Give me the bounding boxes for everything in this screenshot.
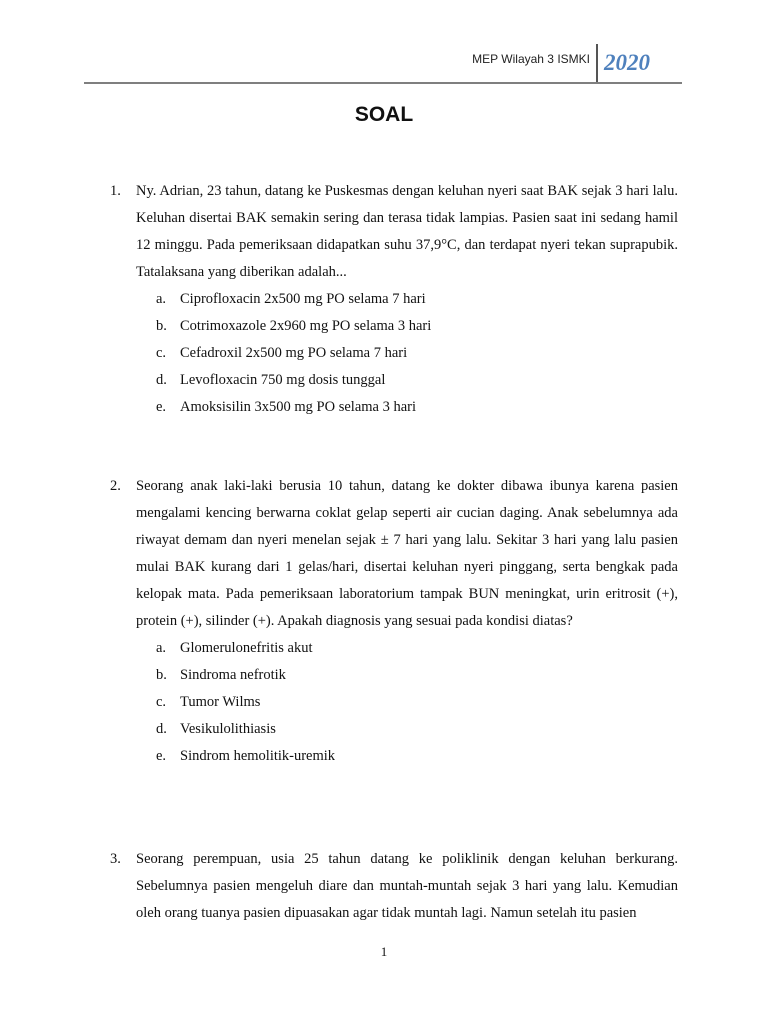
question-text: Seorang anak laki-laki berusia 10 tahun, datang ke dokter dibawa ibunya karena pasien mengalami kencing berwarna coklat gelap seperti air cucian daging. Anak sebelumnya ada riwayat demam dan nyeri menelan sejak ± 7 hari yang lalu. Sekitar 3 hari yang lalu pasien mulai BAK kurang dari 1 gelas/hari, disertai keluhan nyeri pinggang, serta bengkak pada kelopak mata. Pada pemeriksaan laboratorium tampak BUN meningkat, urin eritrosit (+), protein (+), silinder (+). Apakah diagnosis yang sesuai pada kondisi diatas? xyxy=(136,478,678,629)
option-letter: a. xyxy=(156,640,167,656)
option-text: Cotrimoxazole 2x960 mg PO selama 3 hari xyxy=(180,318,432,334)
header-vertical-divider xyxy=(596,44,598,84)
option-d xyxy=(156,716,678,743)
option-text: Amoksisilin 3x500 mg PO selama 3 hari xyxy=(180,399,417,415)
option-c xyxy=(156,340,678,367)
question-number: 3. xyxy=(110,851,121,867)
option-text: Levofloxacin 750 mg dosis tunggal xyxy=(180,372,386,388)
option-letter: a. xyxy=(156,291,167,307)
option-text: Cefadroxil 2x500 mg PO selama 7 hari xyxy=(180,345,408,361)
option-letter: e. xyxy=(156,399,167,415)
option-text: Sindrom hemolitik-uremik xyxy=(180,748,336,764)
header-year: 2020 xyxy=(604,50,650,75)
header-org-text: MEP Wilayah 3 ISMKI xyxy=(472,52,590,66)
question-2 xyxy=(110,473,678,770)
option-e xyxy=(156,743,678,770)
question-text: Ny. Adrian, 23 tahun, datang ke Puskesmas dengan keluhan nyeri saat BAK sejak 3 hari lalu. Keluhan disertai BAK semakin sering dan terasa tidak lampias. Pasien saat ini sedang hamil 12 minggu. Pada pemeriksaan didapatkan suhu 37,9°C, dan terdapat nyeri tekan suprapubik. Tatalaksana yang diberikan adalah... xyxy=(136,183,678,280)
option-e xyxy=(156,394,678,421)
option-letter: e. xyxy=(156,748,167,764)
header-rule xyxy=(84,82,682,84)
option-list xyxy=(156,286,678,421)
option-b xyxy=(156,313,678,340)
option-text: Glomerulonefritis akut xyxy=(180,640,313,656)
page-title: SOAL xyxy=(354,103,414,126)
option-d xyxy=(156,367,678,394)
question-text: Seorang perempuan, usia 25 tahun datang ke poliklinik dengan keluhan berkurang. Sebelumnya pasien mengeluh diare dan muntah-muntah sejak 3 hari yang lalu. Kemudian oleh orang tuanya pasien dipuasakan agar tidak muntah lagi. Namun setelah itu pasien xyxy=(136,851,678,921)
page-number: 1 xyxy=(380,944,388,959)
option-a xyxy=(156,635,678,662)
option-letter: b. xyxy=(156,667,167,683)
option-a xyxy=(156,286,678,313)
option-text: Tumor Wilms xyxy=(180,694,261,710)
option-letter: b. xyxy=(156,318,167,334)
option-list xyxy=(156,635,678,770)
question-1 xyxy=(110,178,678,421)
question-number: 1. xyxy=(110,183,121,199)
option-letter: d. xyxy=(156,721,167,737)
option-letter: d. xyxy=(156,372,167,388)
question-3 xyxy=(110,846,678,927)
option-b xyxy=(156,662,678,689)
option-letter: c. xyxy=(156,345,167,361)
option-text: Vesikulolithiasis xyxy=(180,721,276,737)
option-c xyxy=(156,689,678,716)
option-text: Ciprofloxacin 2x500 mg PO selama 7 hari xyxy=(180,291,426,307)
option-letter: c. xyxy=(156,694,167,710)
option-text: Sindroma nefrotik xyxy=(180,667,286,683)
question-number: 2. xyxy=(110,478,121,494)
